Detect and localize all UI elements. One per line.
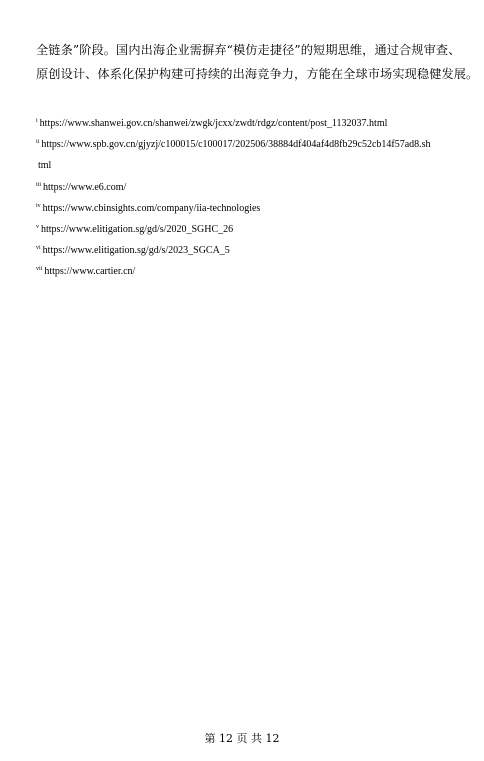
body-line-2: 原创设计、体系化保护构建可持续的出海竞争力，方能在全球市场实现稳健发展。 xyxy=(36,67,479,81)
footnote-link[interactable]: https://www.elitigation.sg/gd/s/2023_SGCA_5 xyxy=(42,245,230,257)
footnotes xyxy=(36,112,456,282)
footnote-7 xyxy=(36,260,456,281)
footnote-link[interactable]: https://www.cartier.cn/ xyxy=(44,266,136,278)
body-paragraph xyxy=(36,38,479,86)
page-number: 第 12 页 共 12 xyxy=(204,732,280,745)
footnote-marker: i xyxy=(36,118,38,124)
footnote-link-continued[interactable]: tml xyxy=(38,160,52,172)
footnote-link[interactable]: https://www.e6.com/ xyxy=(43,181,127,193)
footnote-3 xyxy=(36,176,456,197)
footnote-marker: vi xyxy=(36,245,41,252)
body-line-1: 全链条”阶段。国内出海企业需摒弃“模仿走捷径”的短期思维，通过合规审查、 xyxy=(36,43,461,57)
footnote-6 xyxy=(36,239,456,260)
footnote-5 xyxy=(36,218,456,239)
footnote-link[interactable]: https://www.spb.gov.cn/gjyzj/c100015/c100017/202506/38884df404af4d8fb29c52cb14f57ad8.sh xyxy=(41,139,431,151)
footnote-link[interactable]: https://www.elitigation.sg/gd/s/2020_SGHC_26 xyxy=(41,224,234,236)
footnote-2-continued xyxy=(36,154,456,175)
footnote-marker: iii xyxy=(36,181,42,188)
footnote-2 xyxy=(36,133,456,154)
footnote-link[interactable]: https://www.cbinsights.com/company/iia-technologies xyxy=(42,202,261,214)
footnote-link[interactable]: https://www.shanwei.gov.cn/shanwei/zwgk/jcxx/zwdt/rdgz/content/post_1132037.html xyxy=(39,118,388,129)
footnote-1 xyxy=(36,112,456,133)
footnote-marker: v xyxy=(36,224,39,231)
footnote-marker: vii xyxy=(36,266,43,273)
footnote-4 xyxy=(36,197,456,218)
footnote-marker: ii xyxy=(36,139,40,146)
footnote-marker: iv xyxy=(36,202,41,209)
